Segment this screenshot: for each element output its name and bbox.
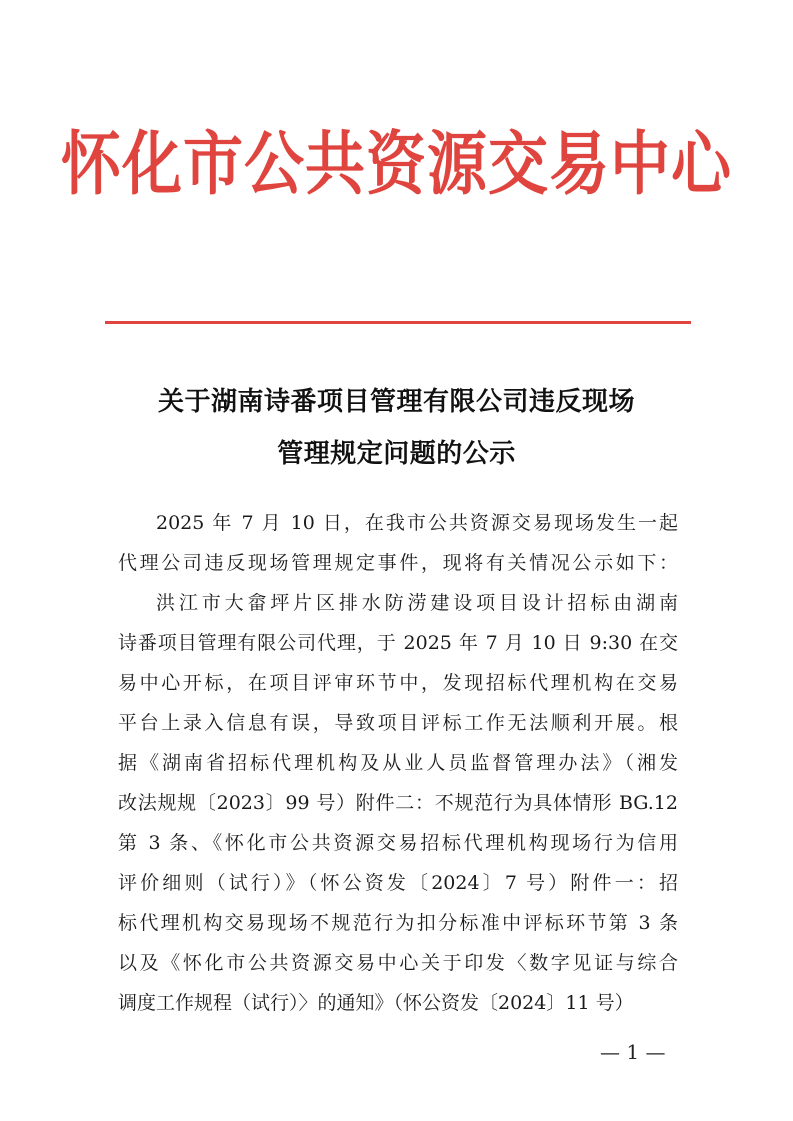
masthead: 怀化市公共资源交易中心 (61, 124, 732, 205)
body-line: 调度工作规程（试行）〉的通知》（怀公资发〔2024〕11 号） (118, 992, 634, 1014)
body-line: 诗番项目管理有限公司代理，于 2025 年 7 月 10 日 9:30 在交 (118, 632, 678, 654)
title-line-1: 关于湖南诗番项目管理有限公司违反现场 (157, 387, 635, 417)
page-number: — 1 — (600, 1040, 666, 1064)
body-line: 平台上录入信息有误，导致项目评标工作无法顺利开展。根 (118, 712, 678, 734)
document-body (118, 503, 678, 1023)
body-line: 评价细则（试行）》（怀公资发〔2024〕7 号）附件一：招 (118, 872, 678, 894)
body-line: 洪江市大畲坪片区排水防涝建设项目设计招标由湖南 (156, 592, 678, 614)
body-line: 2025 年 7 月 10 日，在我市公共资源交易现场发生一起 (156, 512, 678, 534)
body-line: 易中心开标，在项目评审环节中，发现招标代理机构在交易 (118, 672, 678, 694)
body-line: 第 3 条、《怀化市公共资源交易招标代理机构现场行为信用 (118, 832, 678, 854)
body-line: 标代理机构交易现场不规范行为扣分标准中评标环节第 3 条 (118, 912, 678, 934)
body-line: 据《湖南省招标代理机构及从业人员监督管理办法》（湘发 (118, 752, 678, 774)
body-line: 代理公司违反现场管理规定事件，现将有关情况公示如下： (118, 552, 678, 574)
title-line-2: 管理规定问题的公示 (277, 439, 516, 469)
body-line: 以及《怀化市公共资源交易中心关于印发〈数字见证与综合 (118, 952, 678, 974)
red-divider (105, 321, 691, 324)
body-line: 改法规规〔2023〕99 号）附件二：不规范行为具体情形 BG.12 (118, 792, 678, 814)
document-title (60, 376, 733, 480)
